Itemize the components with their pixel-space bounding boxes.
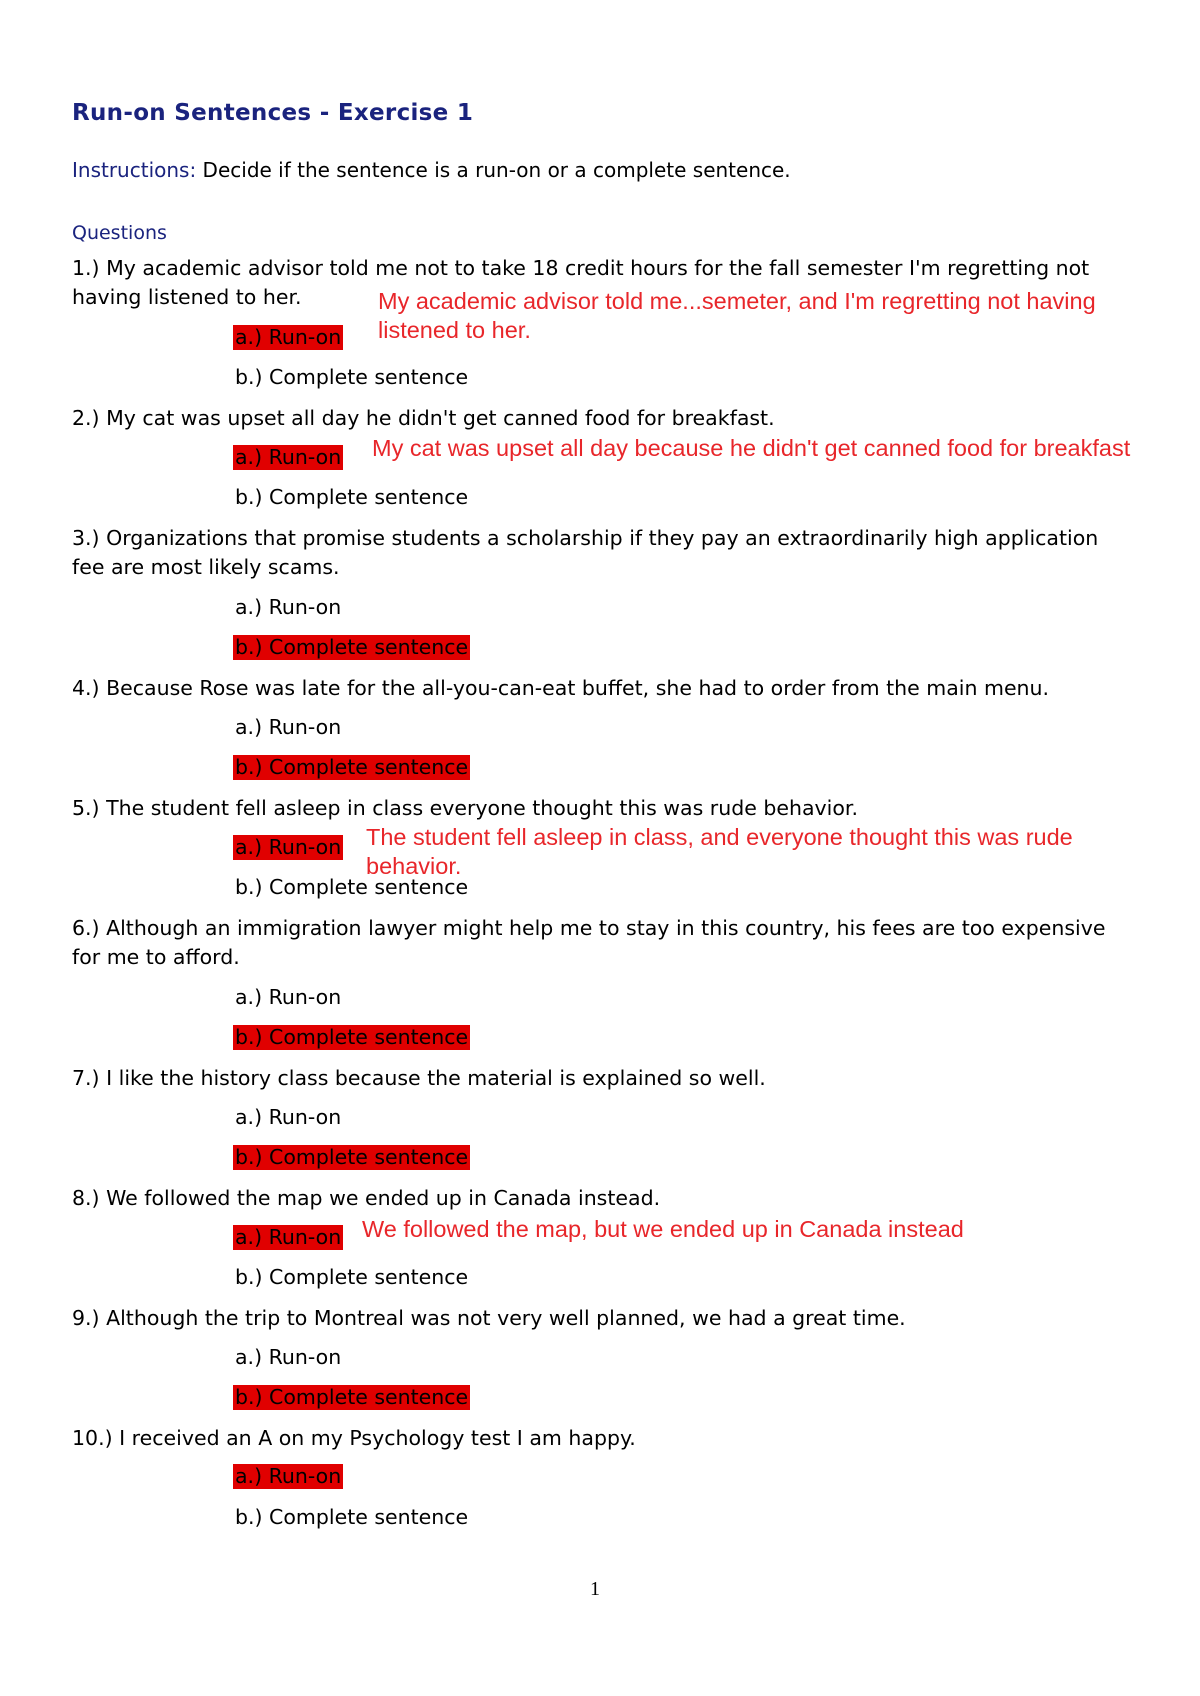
question-5-option-b[interactable]: b.) Complete sentence — [235, 875, 469, 899]
question-1: 1.) My academic advisor told me not to take 18 credit hours for the fall semester I'm regretting not having listened to her. — [72, 256, 1090, 309]
question-4: 4.) Because Rose was late for the all-you-can-eat buffet, she had to order from the main menu. — [72, 676, 1050, 700]
instructions-label: Instructions: — [72, 158, 197, 182]
question-5-correction: The student fell asleep in class, and everyone thought this was rude behavior. — [366, 824, 1073, 879]
question-4-option-b[interactable]: b.) Complete sentence — [235, 755, 469, 779]
question-10-option-a[interactable]: a.) Run-on — [235, 1464, 342, 1488]
page-title: Run-on Sentences - Exercise 1 — [72, 100, 474, 126]
question-8: 8.) We followed the map we ended up in Canada instead. — [72, 1186, 661, 1210]
question-9: 9.) Although the trip to Montreal was not very well planned, we had a great time. — [72, 1306, 906, 1330]
question-3-option-a[interactable]: a.) Run-on — [235, 595, 342, 619]
question-9-option-b[interactable]: b.) Complete sentence — [235, 1385, 469, 1409]
question-7: 7.) I like the history class because the material is explained so well. — [72, 1066, 766, 1090]
question-5: 5.) The student fell asleep in class everyone thought this was rude behavior. — [72, 796, 858, 820]
question-8-option-b[interactable]: b.) Complete sentence — [235, 1265, 469, 1289]
page-number: 1 — [590, 1578, 600, 1600]
question-6-option-b[interactable]: b.) Complete sentence — [235, 1025, 469, 1049]
question-2-option-b[interactable]: b.) Complete sentence — [235, 485, 469, 509]
instructions — [72, 158, 791, 182]
question-1-option-a[interactable]: a.) Run-on — [235, 325, 342, 349]
question-1-correction: My academic advisor told me...semeter, and I'm regretting not having listened to her. — [378, 288, 1096, 343]
question-2-correction: My cat was upset all day because he didn't get canned food for breakfast — [372, 435, 1131, 461]
question-8-option-a[interactable]: a.) Run-on — [235, 1225, 342, 1249]
question-3: 3.) Organizations that promise students a scholarship if they pay an extraordinarily high application fee are most likely scams. — [72, 526, 1099, 579]
question-7-option-b[interactable]: b.) Complete sentence — [235, 1145, 469, 1169]
question-10: 10.) I received an A on my Psychology test I am happy. — [72, 1426, 636, 1450]
question-2: 2.) My cat was upset all day he didn't get canned food for breakfast. — [72, 406, 775, 430]
question-6-option-a[interactable]: a.) Run-on — [235, 985, 342, 1009]
questions-heading: Questions — [72, 222, 167, 244]
question-6: 6.) Although an immigration lawyer might help me to stay in this country, his fees are too expensive for me to afford. — [72, 916, 1106, 969]
question-9-option-a[interactable]: a.) Run-on — [235, 1345, 342, 1369]
question-4-option-a[interactable]: a.) Run-on — [235, 715, 342, 739]
question-1-option-b[interactable]: b.) Complete sentence — [235, 365, 469, 389]
question-8-correction: We followed the map, but we ended up in Canada instead — [362, 1216, 964, 1242]
instructions-text: Decide if the sentence is a run-on or a complete sentence. — [196, 158, 791, 182]
question-3-option-b[interactable]: b.) Complete sentence — [235, 635, 469, 659]
question-2-option-a[interactable]: a.) Run-on — [235, 445, 342, 469]
question-5-option-a[interactable]: a.) Run-on — [235, 835, 342, 859]
question-10-option-b[interactable]: b.) Complete sentence — [235, 1505, 469, 1529]
question-7-option-a[interactable]: a.) Run-on — [235, 1105, 342, 1129]
